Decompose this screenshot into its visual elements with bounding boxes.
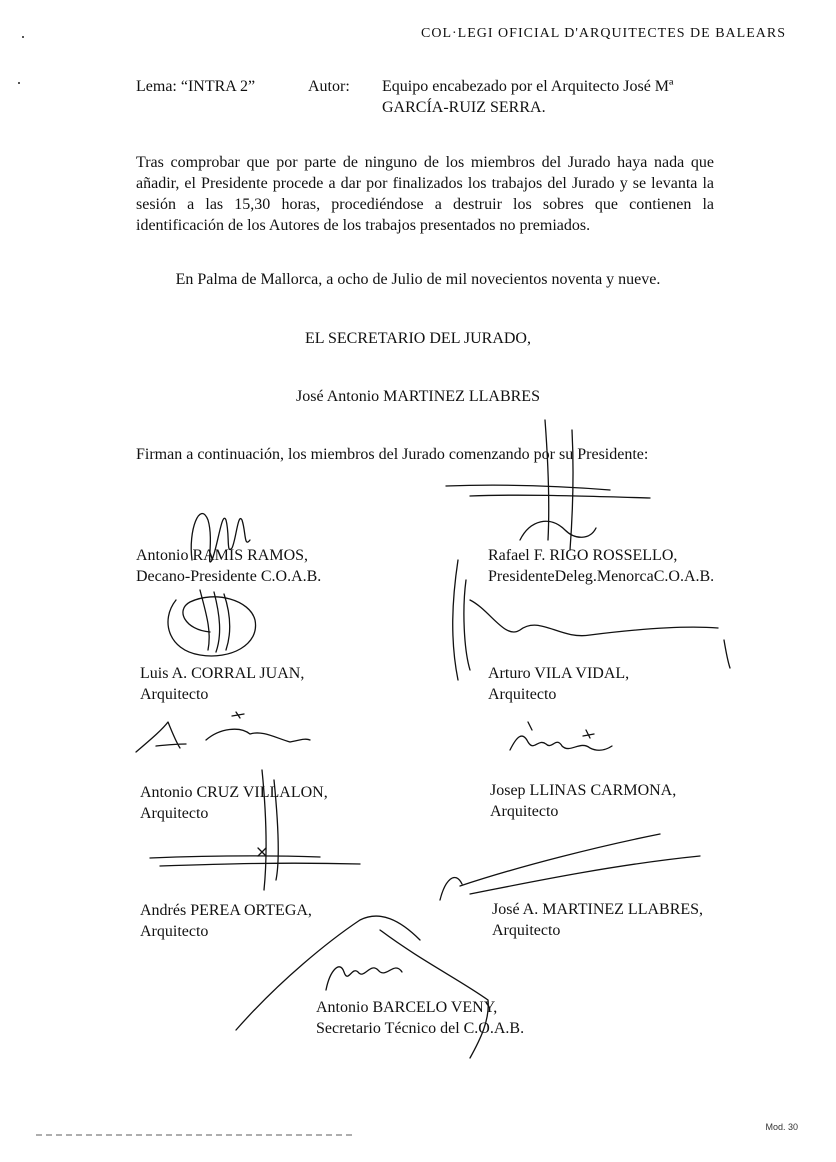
scan-artifact-line <box>36 1134 356 1136</box>
signatory-name: Rafael F. RIGO ROSSELLO, <box>488 547 678 564</box>
institution-header: COL·LEGI OFICIAL D'ARQUITECTES DE BALEARS <box>421 26 786 41</box>
signatory-role: Arquitecto <box>488 686 557 703</box>
place-date: En Palma de Mallorca, a ocho de Julio de mil novecientos noventa y nueve. <box>175 271 661 288</box>
signatory-name: Luis A. CORRAL JUAN, <box>140 665 305 682</box>
closing-paragraph: Tras comprobar que por parte de ninguno de los miembros del Jurado haya nada que añadir, el Presidente procede a dar por finalizados los trabajos del Jurado y se levanta la sesión a las 15,30 horas, procediéndose a destruir los sobres que contienen la identificación de los Autores de los trabajos presentados no premiados. <box>136 154 714 234</box>
lema-label: Lema: “INTRA 2” <box>136 78 256 95</box>
scan-speck <box>22 36 24 38</box>
signatory-role: Secretario Técnico del C.O.A.B. <box>316 1020 525 1037</box>
signatory-name: José A. MARTINEZ LLABRES, <box>492 901 704 918</box>
signatory-role: Arquitecto <box>492 922 561 939</box>
autor-line-1: Equipo encabezado por el Arquitecto José Mª <box>382 78 674 95</box>
signatory-name: Antonio BARCELO VENY, <box>316 999 498 1016</box>
signatory-name: Antonio CRUZ VILLALON, <box>140 784 328 801</box>
secretary-name: José Antonio MARTINEZ LLABRES <box>296 388 540 405</box>
signatory-role: Arquitecto <box>140 805 209 822</box>
signatory-role: PresidenteDeleg.MenorcaC.O.A.B. <box>488 568 715 585</box>
secretary-title: EL SECRETARIO DEL JURADO, <box>305 330 531 347</box>
signature-martinez <box>460 834 700 894</box>
scan-speck <box>18 82 20 84</box>
signatory-name: Andrés PEREA ORTEGA, <box>140 902 312 919</box>
signatory-name: Arturo VILA VIDAL, <box>488 665 630 682</box>
signature-llinas <box>510 722 612 750</box>
form-code: Mod. 30 <box>765 1122 798 1132</box>
autor-line-2: GARCÍA-RUIZ SERRA. <box>382 99 546 116</box>
signature-cruz <box>136 712 310 752</box>
signatory-role: Arquitecto <box>140 923 209 940</box>
signatory-role: Arquitecto <box>140 686 209 703</box>
signing-intro: Firman a continuación, los miembros del Jurado comenzando por su Presidente: <box>136 446 649 463</box>
signatory-name: Josep LLINAS CARMONA, <box>490 782 677 799</box>
signatory-role: Decano-Presidente C.O.A.B. <box>136 568 322 585</box>
signatory-role: Arquitecto <box>490 803 559 820</box>
signatory-name: Antonio RAMIS RAMOS, <box>136 547 309 564</box>
signature-rigo <box>446 420 650 550</box>
autor-label: Autor: <box>308 78 350 95</box>
